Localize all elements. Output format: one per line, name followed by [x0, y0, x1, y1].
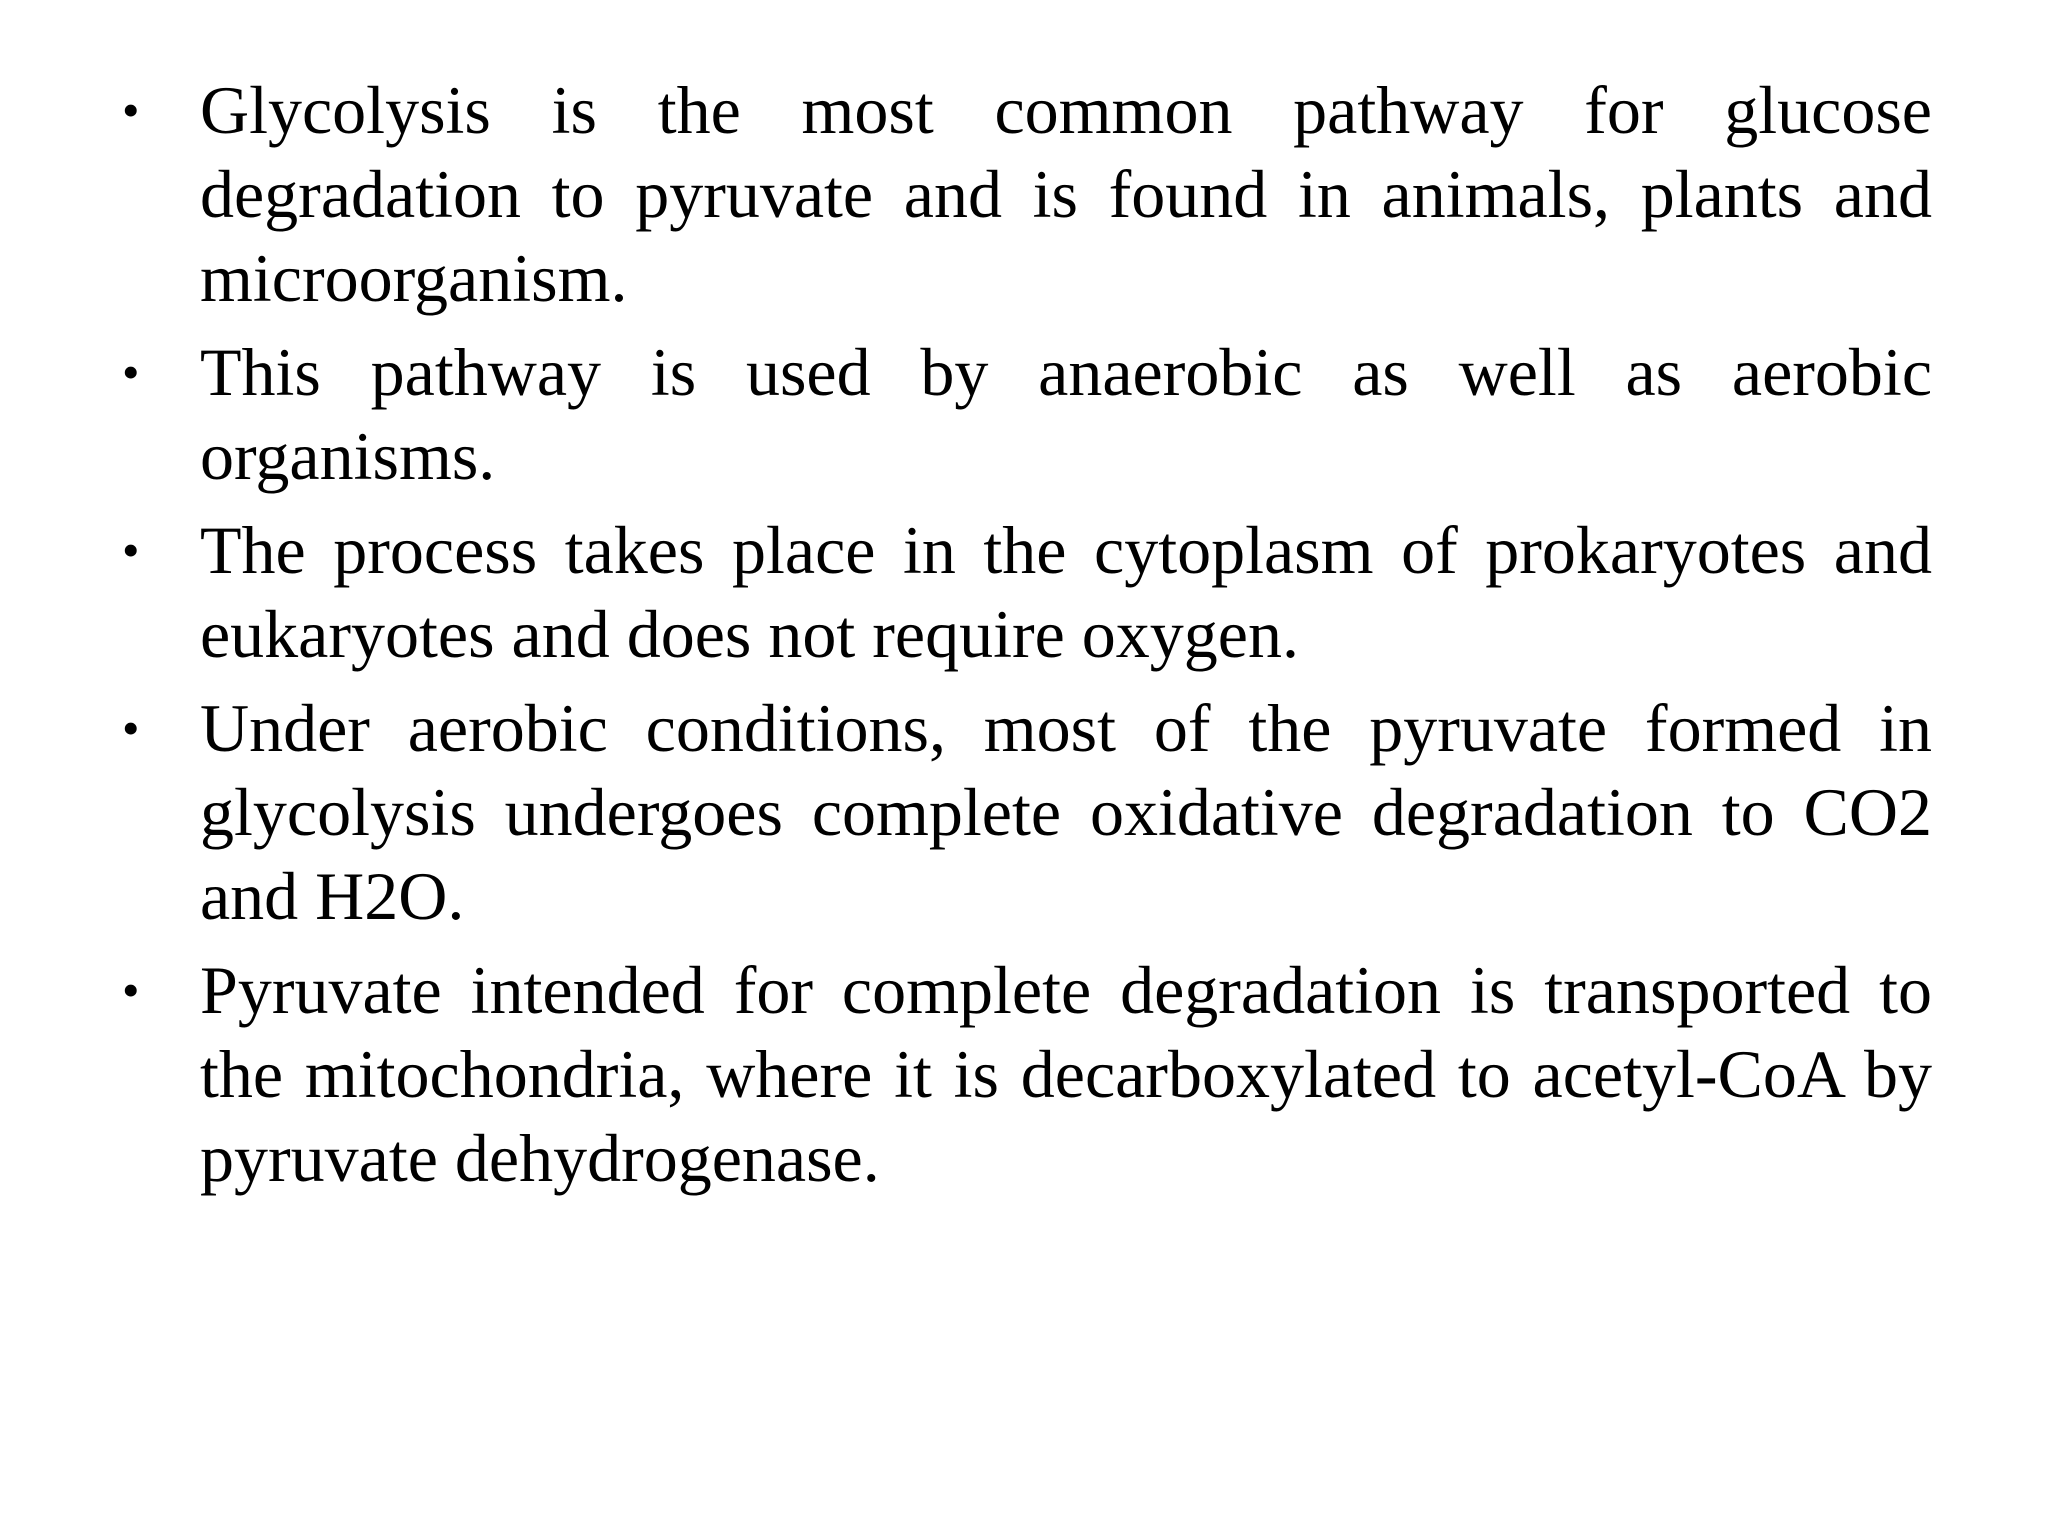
bullet-item: [122, 948, 1932, 1200]
bullet-icon: •: [122, 700, 140, 756]
bullet-text: Under aerobic conditions, most of the pyruvate formed in glycolysis undergoes complete oxidative degradation to CO2 and H2O.: [200, 690, 1932, 934]
bullet-item: [122, 686, 1932, 938]
bullet-item: [122, 68, 1932, 320]
bullet-item: [122, 508, 1932, 676]
bullet-icon: •: [122, 344, 140, 400]
bullet-item: [122, 330, 1932, 498]
bullet-list: [122, 68, 1932, 1210]
bullet-icon: •: [122, 962, 140, 1018]
bullet-text: Pyruvate intended for complete degradation is transported to the mitochondria, where it is decarboxylated to acetyl-CoA by pyruvate dehydrogenase.: [200, 952, 1932, 1196]
bullet-icon: •: [122, 82, 140, 138]
bullet-text: The process takes place in the cytoplasm of prokaryotes and eukaryotes and does not require oxygen.: [200, 512, 1932, 672]
bullet-text: This pathway is used by anaerobic as well as aerobic organisms.: [200, 334, 1932, 494]
bullet-text: Glycolysis is the most common pathway for glucose degradation to pyruvate and is found in animals, plants and microorganism.: [200, 72, 1932, 316]
bullet-icon: •: [122, 522, 140, 578]
